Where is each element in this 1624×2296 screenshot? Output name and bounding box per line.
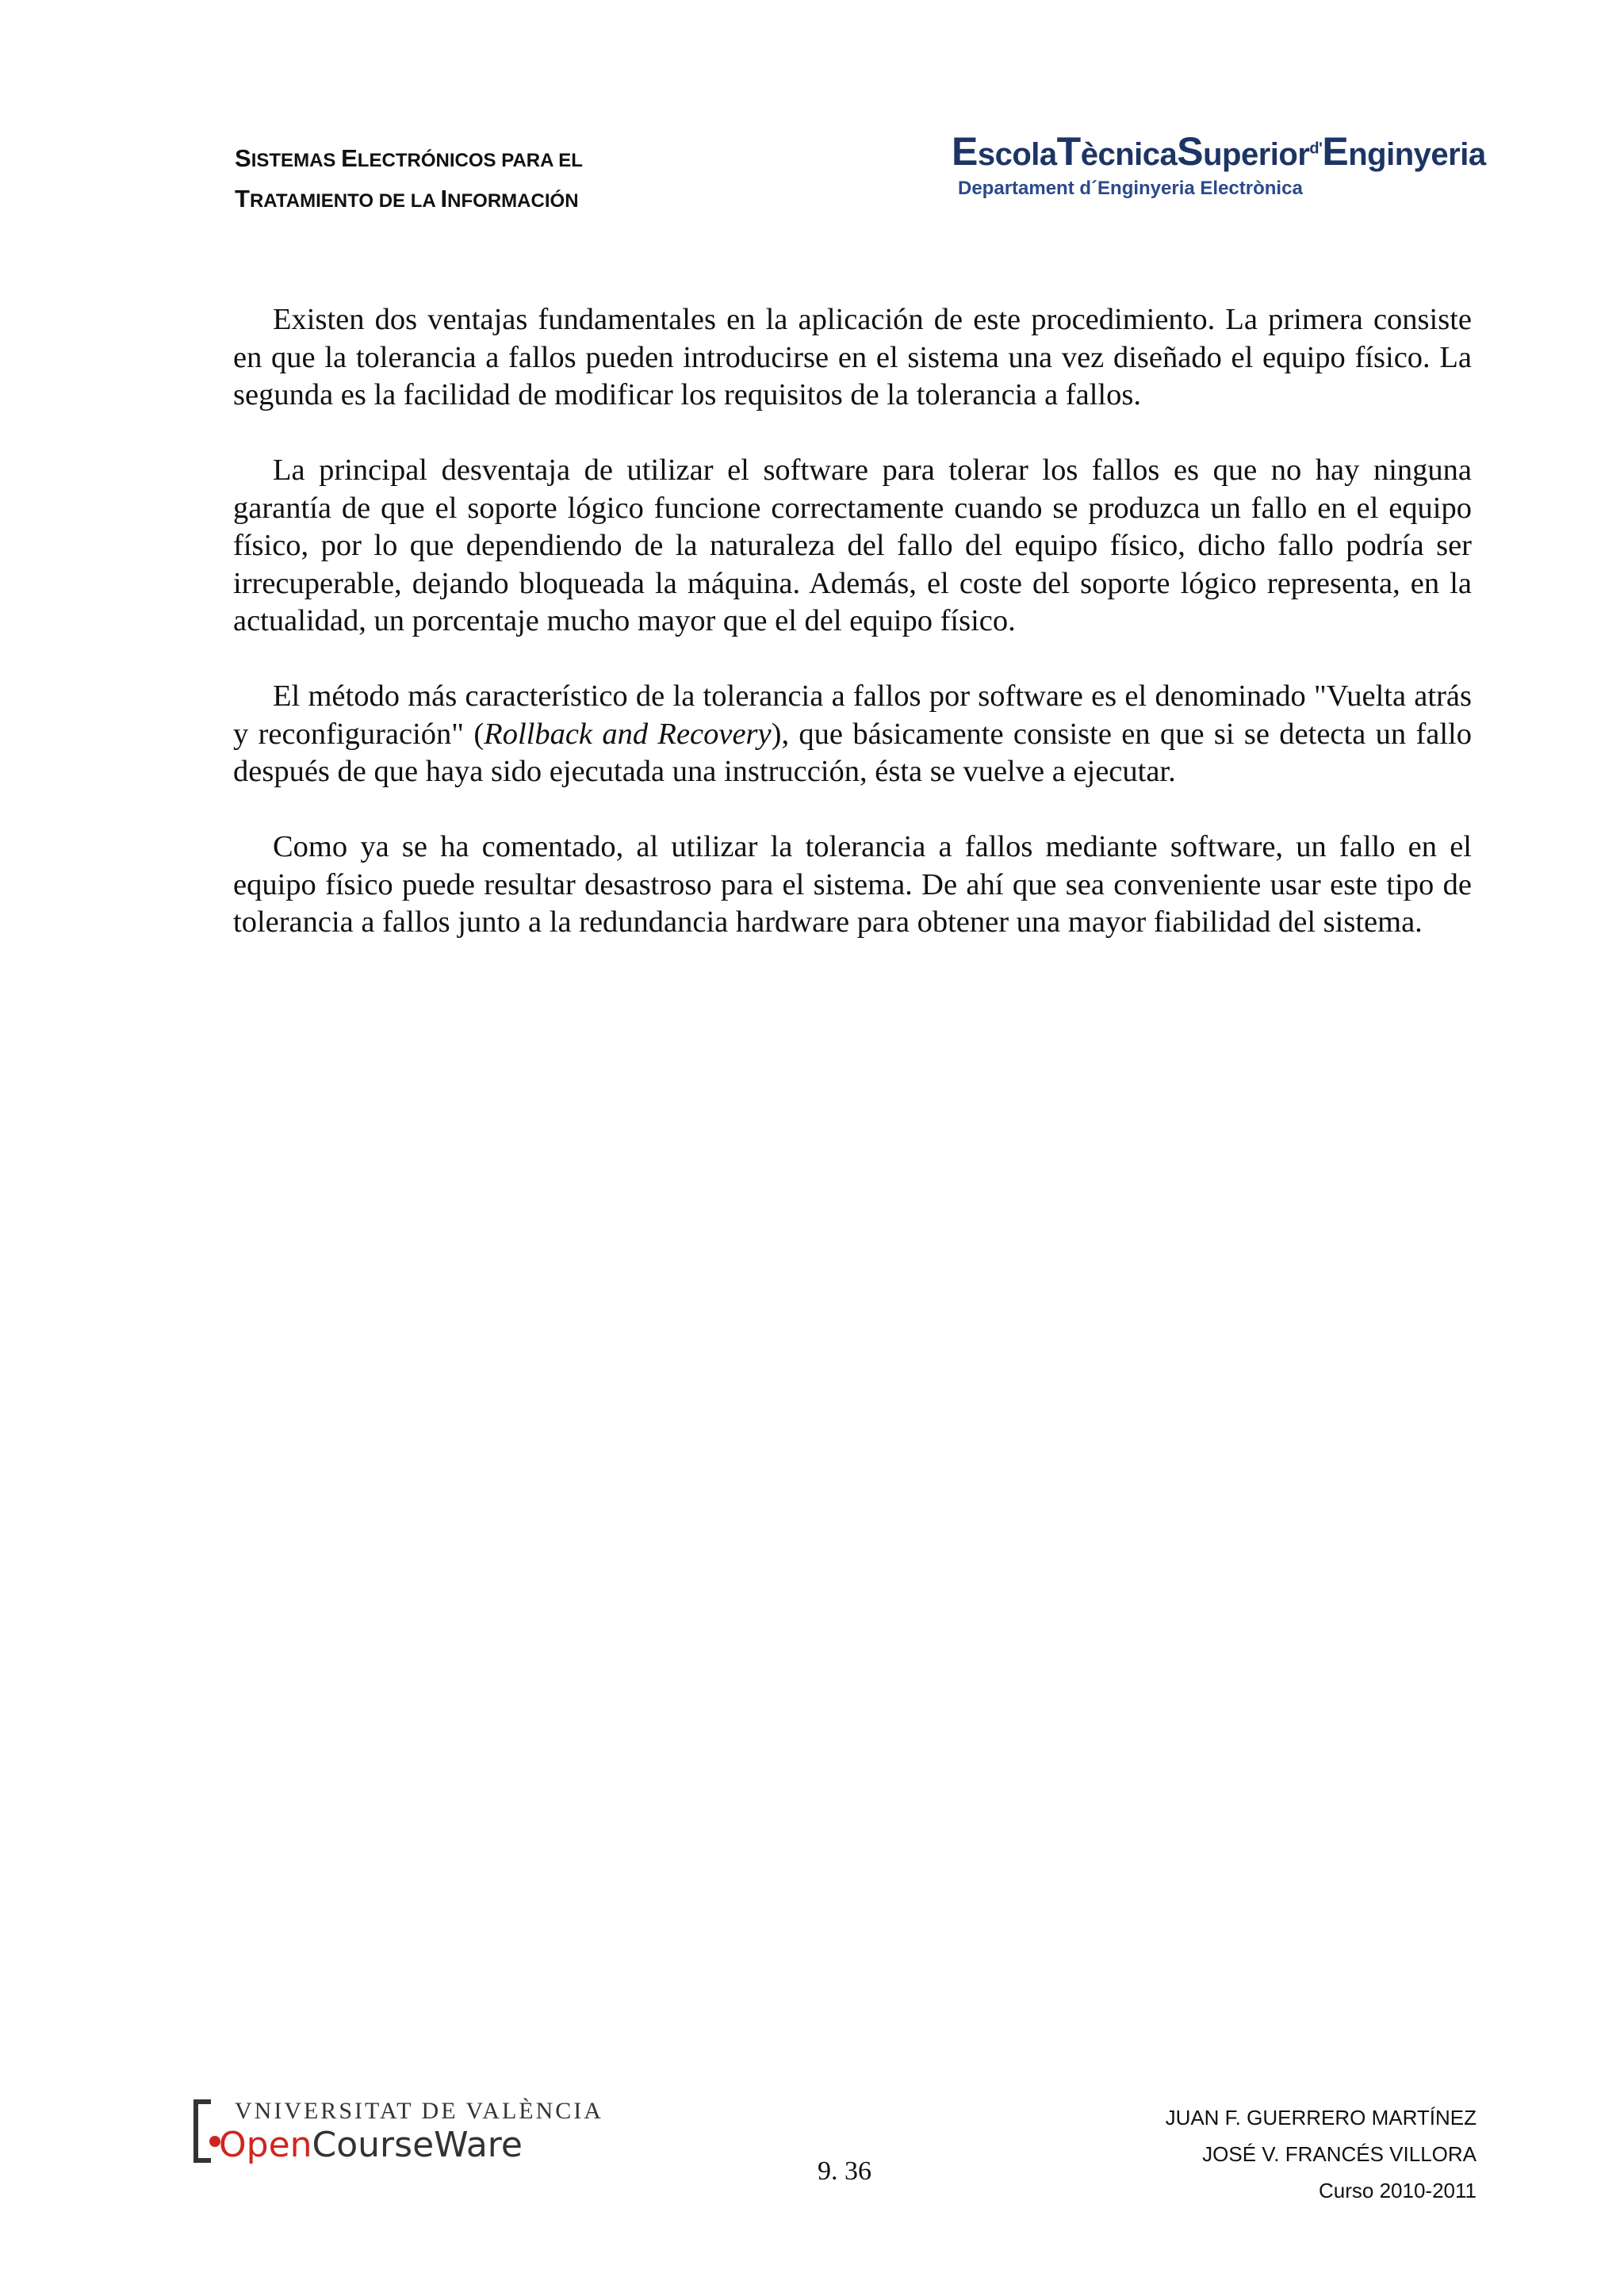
course-title <box>235 140 583 220</box>
wordmark-open: Open <box>219 2125 312 2165</box>
school-logo-subtitle: Departament d´Enginyeria Electrònica <box>958 178 1303 199</box>
school-logo-part-enginyeria: nginyeria <box>1348 137 1486 172</box>
school-logo-part-tecnica-initial: T <box>1056 129 1081 174</box>
paragraph-4: Como ya se ha comentado, al utilizar la tolerancia a fallos mediante software, un fallo en el equipo físico puede resultar desastroso para el sistema. De ahí que sea conveniente usar este tipo de tolerancia a fallos junto a la redundancia hardware para obtener una mayor fiabilidad del sistema. <box>233 830 1472 939</box>
school-logo-part-enginyeria-initial: E <box>1322 129 1349 174</box>
paragraph-3-text-a: El método más característico de la tolerancia a fallos por software es el denominado "Vuelta atrás y reconfiguración" ( <box>233 679 1472 751</box>
university-logo <box>193 2093 603 2172</box>
school-logo-part-escola: scola <box>977 137 1057 172</box>
page-number: 9. 36 <box>818 2156 871 2186</box>
logo-bracket-icon <box>193 2099 211 2163</box>
paragraph-3-italic: Rollback and Recovery <box>484 717 772 751</box>
university-name: VNIVERSITAT DE VALÈNCIA <box>235 2098 603 2124</box>
course-title-line2: TRATAMIENTO DE LA INFORMACIÓN <box>235 185 579 212</box>
paragraph-3-text-b: ), que básicamente consiste en que si se detecta un fallo después de que haya sido ejecutada una instrucción, ésta se vuelve a ejecutar. <box>233 717 1473 788</box>
school-logo-part-superior: uperior <box>1203 137 1310 172</box>
authors-block <box>1166 2099 1477 2209</box>
school-logo-part-escola-initial: E <box>952 129 978 174</box>
school-logo-part-superior-initial: S <box>1177 129 1204 174</box>
course-year: Curso 2010-2011 <box>1319 2179 1477 2202</box>
author-2: JOSÉ V. FRANCÉS VILLORA <box>1202 2142 1477 2166</box>
school-logo-part-de: d' <box>1309 140 1323 158</box>
paragraph-1: Existen dos ventajas fundamentales en la aplicación de este procedimiento. La primera consiste en que la tolerancia a fallos pueden introducirse en el sistema una vez diseñado el equipo físico. La segunda es la facilidad de modificar los requisitos de la tolerancia a fallos. <box>233 303 1472 411</box>
school-logo <box>952 128 1486 200</box>
author-1: JUAN F. GUERRERO MARTÍNEZ <box>1165 2106 1477 2130</box>
document-body <box>233 301 1472 979</box>
school-logo-title <box>952 128 1486 174</box>
course-title-line1: SISTEMAS ELECTRÓNICOS PARA EL <box>235 144 583 172</box>
opencourseware-wordmark <box>219 2125 523 2165</box>
school-logo-part-tecnica: ècnica <box>1080 137 1178 172</box>
wordmark-courseware: CourseWare <box>312 2125 523 2165</box>
paragraph-3 <box>233 678 1472 791</box>
paragraph-2: La principal desventaja de utilizar el software para tolerar los fallos es que no hay ninguna garantía de que el soporte lógico funcione correctamente cuando se produzca un fallo en el equipo físico, por lo que dependiendo de la naturaleza del fallo del equipo físico, dicho fallo podría ser irrecuperable, dejando bloqueada la máquina. Además, el coste del soporte lógico representa, en la actualidad, un porcentaje mucho mayor que el del equipo físico. <box>233 453 1472 637</box>
